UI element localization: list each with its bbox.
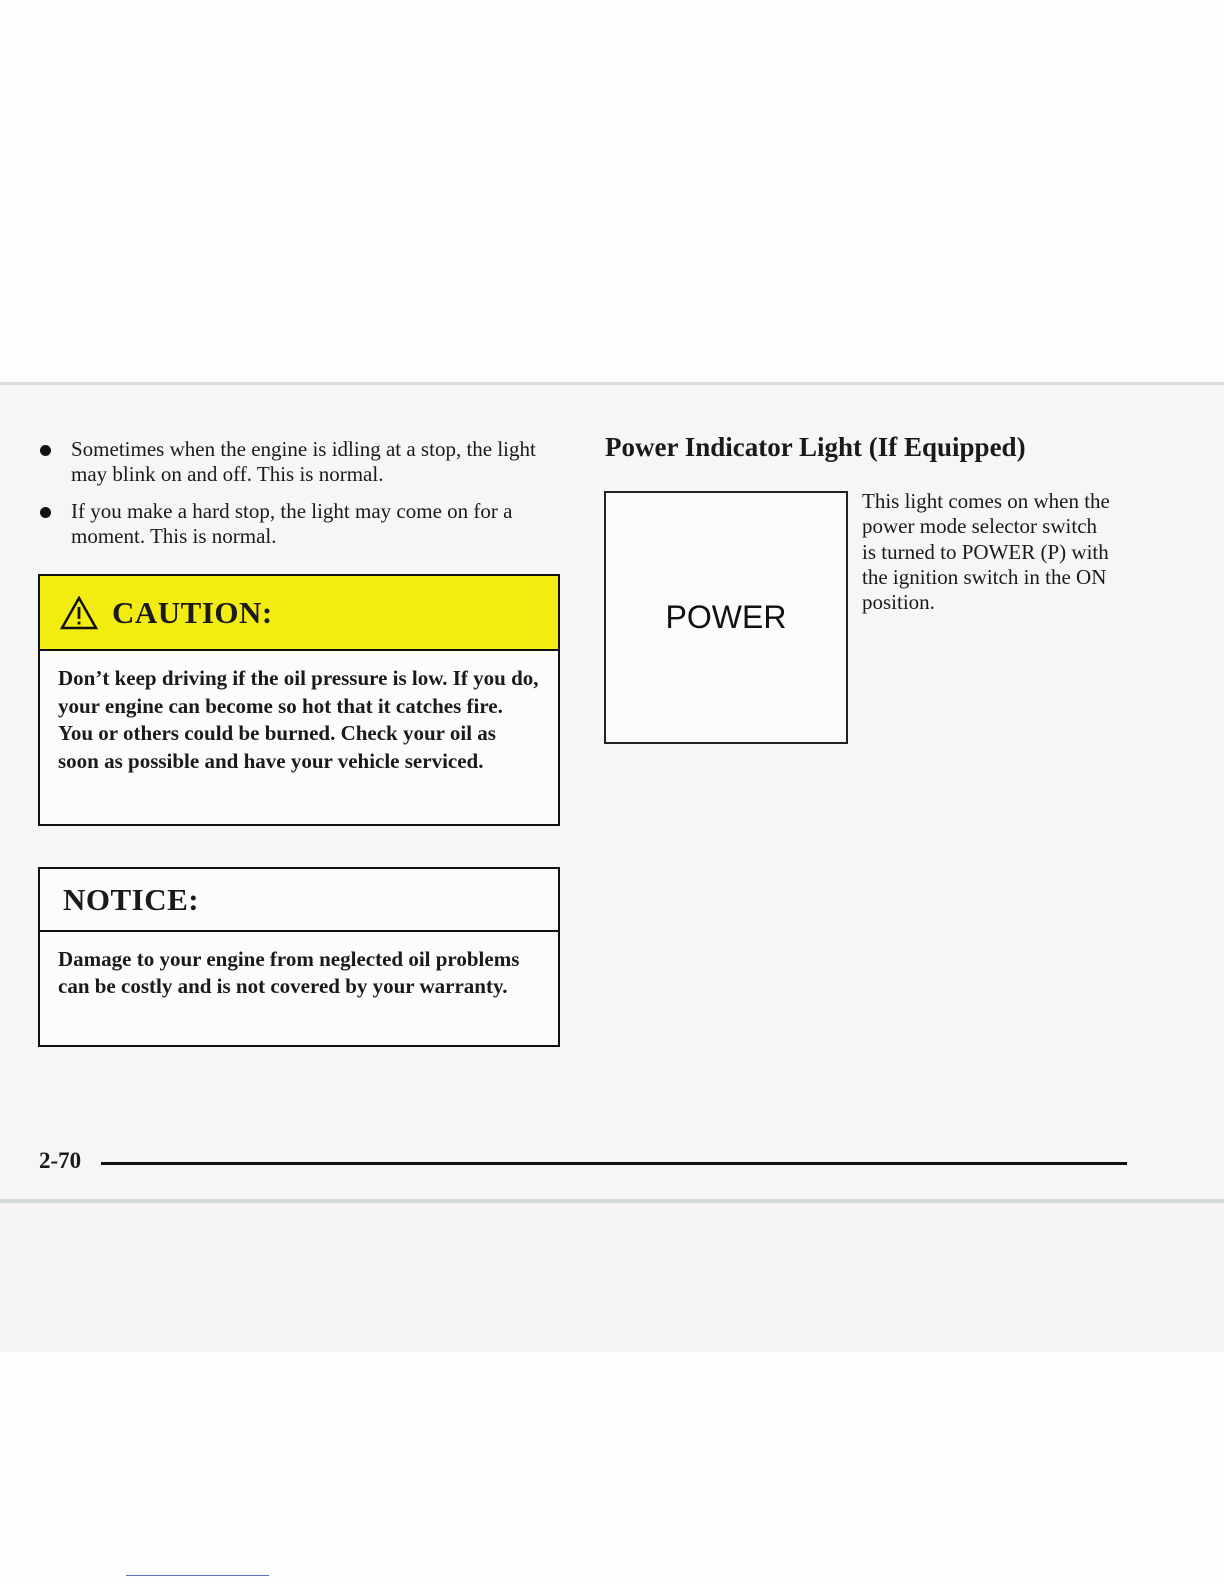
bullet-icon <box>40 507 51 518</box>
page-bottom-edge <box>0 1199 1224 1203</box>
caution-box <box>38 574 560 826</box>
caution-header <box>40 576 558 651</box>
bullet-icon <box>40 445 51 456</box>
lower-margin <box>0 1202 1224 1352</box>
bullet-text: Sometimes when the engine is idling at a stop, the light may blink on and off. This is normal. <box>71 437 536 486</box>
footer-rule <box>101 1162 1127 1165</box>
notice-heading: NOTICE: <box>63 881 200 917</box>
page-number: 2-70 <box>39 1148 82 1173</box>
top-margin <box>0 0 1224 382</box>
power-indicator-label: POWER <box>665 599 787 635</box>
notice-body: Damage to your engine from neglected oil problems can be costly and is not covered by your warranty. <box>58 947 520 998</box>
link-underline <box>126 1575 269 1576</box>
power-indicator-description: This light comes on when the power mode selector switch is turned to POWER (P) with the ignition switch in the ON position. <box>862 489 1110 615</box>
bottom-margin <box>0 1352 1224 1584</box>
warning-triangle-icon <box>60 596 98 630</box>
notice-box <box>38 867 560 1047</box>
bullet-text: If you make a hard stop, the light may come on for a moment. This is normal. <box>71 499 513 548</box>
bullet-list <box>36 437 566 561</box>
page-top-edge <box>0 382 1224 385</box>
bullet-item <box>36 437 566 487</box>
caution-body: Don’t keep driving if the oil pressure is low. If you do, your engine can become so hot that it catches fire. You or others could be burned. Check your oil as soon as possible and have your vehicle serviced. <box>58 666 539 773</box>
notice-header <box>40 869 558 932</box>
bullet-item <box>36 499 566 549</box>
power-indicator-illustration <box>604 491 848 744</box>
section-title: Power Indicator Light (If Equipped) <box>605 432 1026 462</box>
caution-heading: CAUTION: <box>112 594 273 630</box>
